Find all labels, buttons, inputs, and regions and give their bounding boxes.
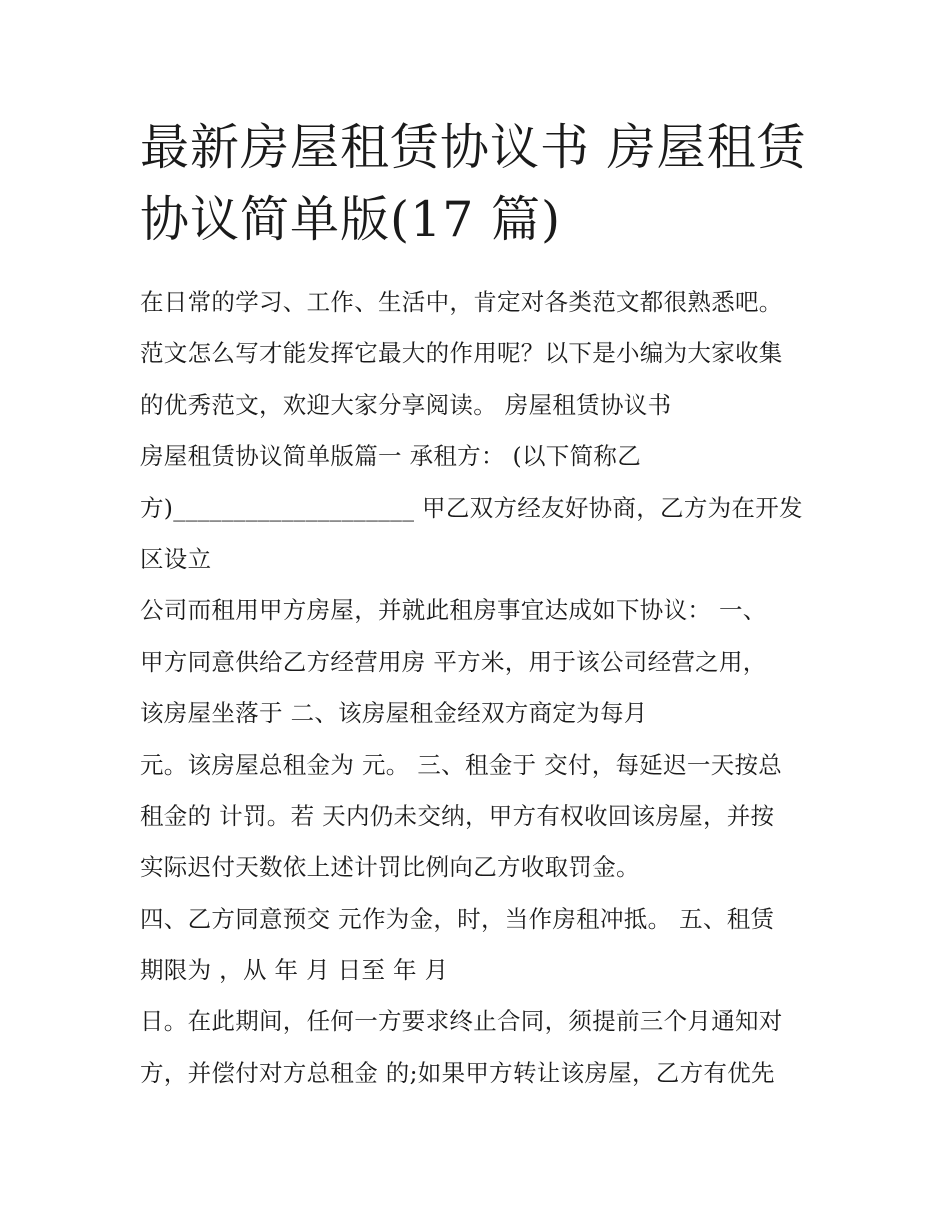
body-line: 实际迟付天数依上述计罚比例向乙方收取罚金。 xyxy=(140,853,640,882)
body-line: 方，并偿付对方总租金 的;如果甲方转让该房屋，乙方有优先 xyxy=(140,1058,775,1087)
body-line: 甲方同意供给乙方经营用房 平方米，用于该公司经营之用， xyxy=(140,647,767,676)
body-line: 在日常的学习、工作、生活中，肯定对各类范文都很熟悉吧。 xyxy=(140,288,783,316)
body-line: 元。该房屋总租金为 元。 三、租金于 交付，每延迟一天按总 xyxy=(140,750,783,779)
body-line: 方)____________________ 甲乙双方经友好协商，乙方为在开发 xyxy=(140,493,803,522)
body-line: 的优秀范文，欢迎大家分享阅读。 房屋租赁协议书 xyxy=(140,390,672,419)
body-line: 租金的 计罚。若 天内仍未交纳，甲方有权收回该房屋，并按 xyxy=(140,801,775,830)
body-line: 公司而租用甲方房屋，并就此租房事宜达成如下协议： 一、 xyxy=(140,596,767,625)
title-line-1: 最新房屋租赁协议书 房屋租赁 xyxy=(140,119,807,176)
body-line: 该房屋坐落于 二、该房屋租金经双方商定为每月 xyxy=(140,699,648,728)
body-line: 日。在此期间，任何一方要求终止合同，须提前三个月通知对 xyxy=(140,1007,783,1036)
title-line-2: 协议简单版(17 篇) xyxy=(140,191,562,248)
body-line: 四、乙方同意预交 元作为金，时，当作房租冲抵。 五、租赁 xyxy=(140,904,775,933)
body-line: 房屋租赁协议简单版篇一 承租方： (以下简称乙 xyxy=(140,442,642,471)
document-body xyxy=(140,277,830,1099)
body-line: 区设立 xyxy=(140,544,212,573)
body-line: 范文怎么写才能发挥它最大的作用呢？以下是小编为大家收集 xyxy=(140,339,783,368)
document-title xyxy=(140,112,840,256)
body-line: 期限为 ，从 年 月 日至 年 月 xyxy=(140,956,449,985)
